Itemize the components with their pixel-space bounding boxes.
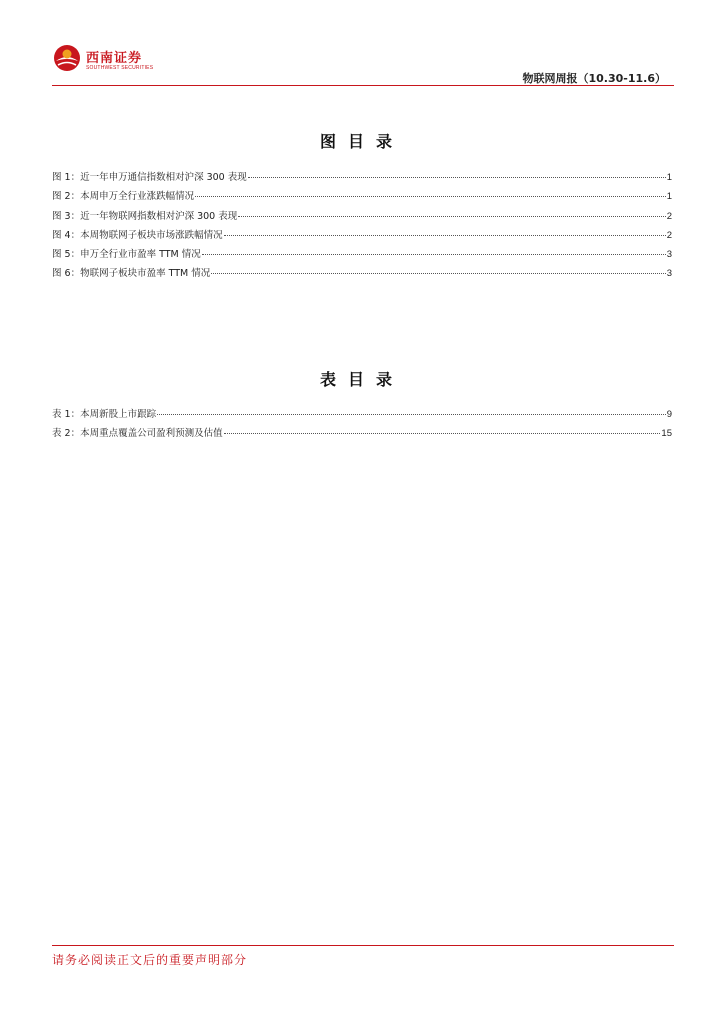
toc-entry-label: 图 6：物联网子板块市盈率 TTM 情况: [52, 268, 211, 280]
toc-entry-page: 1: [666, 172, 672, 183]
toc-leader-dots: [157, 414, 666, 415]
toc-entry-label: 图 4：本周物联网子板块市场涨跌幅情况: [52, 229, 223, 241]
toc-entry[interactable]: [52, 406, 672, 425]
footer-divider: [52, 945, 674, 946]
toc-entry-page: 9: [666, 409, 672, 420]
toc-entry-page: 1: [666, 191, 672, 203]
toc-entry[interactable]: [52, 265, 672, 284]
header-divider: [52, 85, 674, 86]
figures-toc-list: [52, 169, 672, 285]
logo-chinese-name: 西南证券: [86, 51, 143, 66]
toc-entry-page: 15: [661, 428, 672, 440]
toc-leader-dots: [224, 235, 666, 236]
toc-leader-dots: [224, 433, 661, 434]
toc-entry[interactable]: [52, 425, 672, 444]
toc-leader-dots: [195, 196, 666, 197]
toc-entry[interactable]: [52, 246, 672, 265]
toc-leader-dots: [202, 254, 666, 255]
logo-english-name: SOUTHWEST SECURITIES: [86, 65, 154, 71]
toc-entry-label: 图 5：申万全行业市盈率 TTM 情况: [52, 249, 201, 261]
report-title: 物联网周报（10.30-11.6）: [522, 72, 666, 85]
toc-leader-dots: [211, 273, 665, 274]
toc-entry[interactable]: [52, 208, 672, 227]
toc-entry[interactable]: [52, 188, 672, 207]
toc-entry-page: 2: [666, 229, 672, 241]
logo-mark-icon: [52, 43, 82, 73]
toc-entry[interactable]: [52, 169, 672, 188]
page-header: [0, 0, 724, 90]
toc-entry[interactable]: [52, 227, 672, 246]
company-logo: [52, 43, 162, 75]
toc-entry-page: 3: [666, 268, 672, 280]
toc-entry-label: 表 1：本周新股上市跟踪: [52, 409, 157, 420]
tables-toc-list: [52, 406, 672, 445]
toc-leader-dots: [248, 177, 666, 178]
toc-entry-page: 3: [666, 249, 672, 261]
figures-toc-title: 图目录: [319, 132, 404, 151]
toc-entry-label: 图 3：近一年物联网指数相对沪深 300 表现: [52, 210, 238, 222]
toc-entry-page: 2: [666, 210, 672, 222]
tables-toc-title: 表目录: [319, 370, 404, 389]
toc-entry-label: 表 2：本周重点覆盖公司盈利预测及估值: [52, 428, 223, 440]
toc-leader-dots: [238, 216, 665, 217]
toc-entry-label: 图 1：近一年申万通信指数相对沪深 300 表现: [52, 172, 247, 183]
toc-entry-label: 图 2：本周申万全行业涨跌幅情况: [52, 191, 195, 203]
footer-notice: 请务必阅读正文后的重要声明部分: [52, 953, 248, 967]
